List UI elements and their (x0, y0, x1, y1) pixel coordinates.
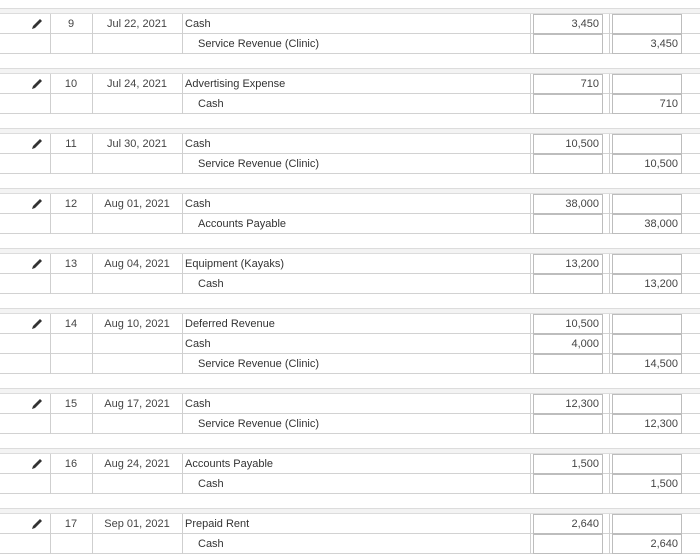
column-divider (92, 134, 93, 174)
debit-amount: 2,640 (571, 518, 599, 530)
credit-input[interactable] (612, 154, 682, 174)
account-name[interactable]: Service Revenue (Clinic) (198, 358, 320, 370)
debit-input[interactable] (533, 474, 603, 494)
account-name[interactable]: Cash (198, 538, 224, 550)
account-name[interactable]: Accounts Payable (198, 218, 287, 230)
column-divider (609, 254, 610, 294)
credit-input[interactable] (612, 354, 682, 374)
debit-input[interactable] (533, 74, 603, 94)
debit-input[interactable] (533, 94, 603, 114)
credit-input[interactable] (612, 14, 682, 34)
entry-number: 13 (64, 258, 78, 270)
column-divider (182, 394, 183, 434)
column-divider (530, 314, 531, 374)
debit-amount: 10,500 (565, 138, 599, 150)
account-name[interactable]: Accounts Payable (185, 458, 274, 470)
column-divider (92, 74, 93, 114)
credit-input[interactable] (612, 94, 682, 114)
debit-input[interactable] (533, 134, 603, 154)
pencil-icon[interactable] (30, 457, 44, 471)
column-divider (609, 514, 610, 554)
credit-amount: 3,450 (650, 38, 678, 50)
column-divider (182, 134, 183, 174)
entry-date[interactable]: Aug 01, 2021 (104, 198, 170, 210)
pencil-icon[interactable] (30, 137, 44, 151)
column-divider (92, 514, 93, 554)
entry-date[interactable]: Jul 30, 2021 (107, 138, 167, 150)
credit-input[interactable] (612, 274, 682, 294)
debit-amount: 1,500 (571, 458, 599, 470)
account-name[interactable]: Service Revenue (Clinic) (198, 158, 320, 170)
debit-input[interactable] (533, 214, 603, 234)
debit-input[interactable] (533, 454, 603, 474)
entry-date[interactable]: Jul 22, 2021 (107, 18, 167, 30)
pencil-icon[interactable] (30, 197, 44, 211)
debit-input[interactable] (533, 34, 603, 54)
account-name[interactable]: Cash (185, 138, 211, 150)
column-divider (92, 314, 93, 374)
entry-number: 10 (64, 78, 78, 90)
debit-input[interactable] (533, 514, 603, 534)
debit-input[interactable] (533, 394, 603, 414)
account-name[interactable]: Service Revenue (Clinic) (198, 418, 320, 430)
credit-amount: 14,500 (644, 358, 678, 370)
debit-amount: 710 (580, 78, 599, 90)
credit-input[interactable] (612, 454, 682, 474)
column-divider (609, 14, 610, 54)
credit-input[interactable] (612, 314, 682, 334)
account-name[interactable]: Service Revenue (Clinic) (198, 38, 320, 50)
entry-date[interactable]: Aug 24, 2021 (104, 458, 170, 470)
column-divider (50, 254, 51, 294)
debit-input[interactable] (533, 14, 603, 34)
account-name[interactable]: Cash (198, 278, 224, 290)
column-divider (530, 134, 531, 174)
debit-amount: 38,000 (565, 198, 599, 210)
entry-number: 16 (64, 458, 78, 470)
account-name[interactable]: Cash (185, 198, 211, 210)
pencil-icon[interactable] (30, 257, 44, 271)
column-divider (50, 394, 51, 434)
entry-date[interactable]: Aug 17, 2021 (104, 398, 170, 410)
credit-amount: 12,300 (644, 418, 678, 430)
column-divider (609, 454, 610, 494)
account-name[interactable]: Prepaid Rent (185, 518, 250, 530)
entry-number: 14 (64, 318, 78, 330)
column-divider (50, 194, 51, 234)
credit-input[interactable] (612, 334, 682, 354)
pencil-icon[interactable] (30, 317, 44, 331)
credit-amount: 710 (659, 98, 678, 110)
column-divider (50, 314, 51, 374)
debit-amount: 4,000 (571, 338, 599, 350)
pencil-icon[interactable] (30, 517, 44, 531)
entry-number: 9 (67, 18, 75, 30)
column-divider (92, 454, 93, 494)
column-divider (182, 194, 183, 234)
credit-input[interactable] (612, 134, 682, 154)
column-divider (530, 74, 531, 114)
column-divider (530, 514, 531, 554)
column-divider (530, 454, 531, 494)
column-divider (182, 454, 183, 494)
column-divider (182, 14, 183, 54)
pencil-icon[interactable] (30, 77, 44, 91)
column-divider (609, 394, 610, 434)
column-divider (92, 254, 93, 294)
debit-input[interactable] (533, 314, 603, 334)
debit-input[interactable] (533, 334, 603, 354)
account-name[interactable]: Cash (198, 98, 224, 110)
column-divider (530, 394, 531, 434)
account-name[interactable]: Cash (185, 398, 211, 410)
column-divider (50, 454, 51, 494)
column-divider (530, 14, 531, 54)
column-divider (92, 194, 93, 234)
entry-number: 11 (65, 138, 77, 150)
credit-amount: 10,500 (644, 158, 678, 170)
column-divider (609, 74, 610, 114)
credit-input[interactable] (612, 254, 682, 274)
column-divider (50, 134, 51, 174)
pencil-icon[interactable] (30, 17, 44, 31)
column-divider (92, 394, 93, 434)
column-divider (50, 14, 51, 54)
credit-amount: 13,200 (644, 278, 678, 290)
credit-input[interactable] (612, 534, 682, 554)
column-divider (50, 74, 51, 114)
column-divider (182, 514, 183, 554)
account-name[interactable]: Cash (185, 338, 211, 350)
debit-input[interactable] (533, 274, 603, 294)
account-name[interactable]: Advertising Expense (185, 78, 286, 90)
column-divider (609, 194, 610, 234)
entry-number: 12 (64, 198, 78, 210)
debit-amount: 10,500 (565, 318, 599, 330)
credit-input[interactable] (612, 394, 682, 414)
account-name[interactable]: Cash (185, 18, 211, 30)
column-divider (182, 314, 183, 374)
entry-date[interactable]: Jul 24, 2021 (107, 78, 167, 90)
column-divider (182, 254, 183, 294)
credit-input[interactable] (612, 474, 682, 494)
account-name[interactable]: Deferred Revenue (185, 318, 275, 330)
column-divider (50, 514, 51, 554)
entry-date[interactable]: Aug 10, 2021 (104, 318, 170, 330)
debit-input[interactable] (533, 414, 603, 434)
account-name[interactable]: Cash (198, 478, 224, 490)
credit-input[interactable] (612, 34, 682, 54)
debit-amount: 12,300 (565, 398, 599, 410)
debit-input[interactable] (533, 254, 603, 274)
credit-amount: 1,500 (650, 478, 678, 490)
debit-input[interactable] (533, 154, 603, 174)
entry-date[interactable]: Sep 01, 2021 (104, 518, 170, 530)
entry-date[interactable]: Aug 04, 2021 (104, 258, 170, 270)
column-divider (92, 14, 93, 54)
account-name[interactable]: Equipment (Kayaks) (185, 258, 285, 270)
credit-input[interactable] (612, 194, 682, 214)
credit-input[interactable] (612, 214, 682, 234)
column-divider (182, 74, 183, 114)
credit-input[interactable] (612, 74, 682, 94)
pencil-icon[interactable] (30, 397, 44, 411)
column-divider (530, 254, 531, 294)
debit-amount: 13,200 (565, 258, 599, 270)
column-divider (609, 314, 610, 374)
credit-amount: 38,000 (644, 218, 678, 230)
column-divider (530, 194, 531, 234)
credit-input[interactable] (612, 414, 682, 434)
debit-input[interactable] (533, 534, 603, 554)
credit-input[interactable] (612, 514, 682, 534)
column-divider (609, 134, 610, 174)
entry-number: 17 (64, 518, 78, 530)
debit-amount: 3,450 (571, 18, 599, 30)
entry-number: 15 (64, 398, 78, 410)
debit-input[interactable] (533, 354, 603, 374)
debit-input[interactable] (533, 194, 603, 214)
credit-amount: 2,640 (650, 538, 678, 550)
